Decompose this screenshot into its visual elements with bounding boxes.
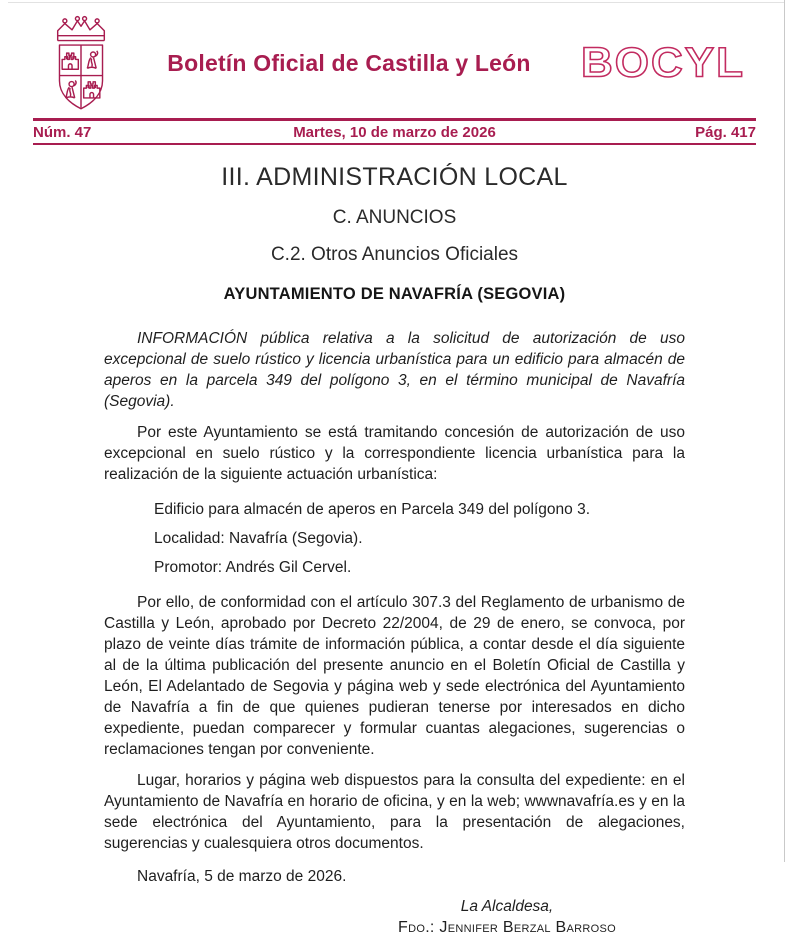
page-number: Pág. 417 [695, 123, 756, 141]
bulletin-title: Boletín Oficial de Castilla y León [167, 49, 531, 76]
section-heading: III. ADMINISTRACIÓN LOCAL [221, 163, 568, 191]
masthead [0, 0, 789, 116]
subsection-heading: C. ANUNCIOS [332, 207, 457, 228]
paragraph: Por este Ayuntamiento se está tramitando concesión de autorización de uso excepcional en suelo rústico y la correspondiente licencia urbanística para la realización de la siguiente actuación urbanística: [104, 424, 685, 483]
issue-date: Martes, 10 de marzo de 2026 [293, 123, 496, 141]
paragraph: Por ello, de conformidad con el artículo 307.3 del Reglamento de urbanismo de Castilla y León, aprobado por Decreto 22/2004, de 29 de enero, se convoca, por plazo de veinte días trámite de información pública, a contar desde el día siguiente al de la última publicación del presente anuncio en el Boletín Oficial de Castilla y León, El Adelantado de Segovia y página web y sede electrónica del Ayuntamiento de Navafría a fin de que quienes pudieran tenerse por interesados en dicho expediente, puedan comparecer y formular cuantas alegaciones, sugerencias o reclamaciones tengan por conveniente. [104, 594, 685, 758]
dateline: Navafría, 5 de marzo de 2026. [137, 868, 347, 885]
list-item: Promotor: Andrés Gil Cervel. [154, 559, 352, 576]
bocyl-logo: BOCYL [581, 39, 745, 86]
castilla-leon-coat-of-arms-icon [35, 11, 127, 115]
issue-number: Núm. 47 [33, 123, 92, 141]
announcement-body [104, 163, 685, 938]
page-right-edge [784, 0, 785, 862]
issue-bar [33, 118, 756, 145]
signer-name: Fdo.: Jennifer Berzal Barroso [398, 919, 616, 936]
list-item: Localidad: Navafría (Segovia). [154, 530, 363, 547]
organization-heading: AYUNTAMIENTO DE NAVAFRÍA (SEGOVIA) [223, 285, 566, 303]
list-item: Edificio para almacén de aperos en Parcela 349 del polígono 3. [154, 501, 591, 518]
signer-role: La Alcaldesa, [460, 898, 554, 915]
lead-paragraph: INFORMACIÓN pública relativa a la solicitud de autorización de uso excepcional de suelo rústico y licencia urbanística para un edificio para almacén de aperos en la parcela 349 del polígono 3, en el término municipal de Navafría (Segovia). [104, 330, 685, 410]
signature-block [357, 897, 657, 938]
paragraph: Lugar, horarios y página web dispuestos para la consulta del expediente: en el Ayuntamiento de Navafría en horario de oficina, y en la web; wwwnavafría.es y en la sede electrónica del Ayuntamiento, para la presentación de alegaciones, sugerencias y cualesquiera otros documentos. [104, 772, 685, 852]
subsubsection-heading: C.2. Otros Anuncios Oficiales [270, 244, 519, 265]
page-top-edge [8, 2, 784, 3]
